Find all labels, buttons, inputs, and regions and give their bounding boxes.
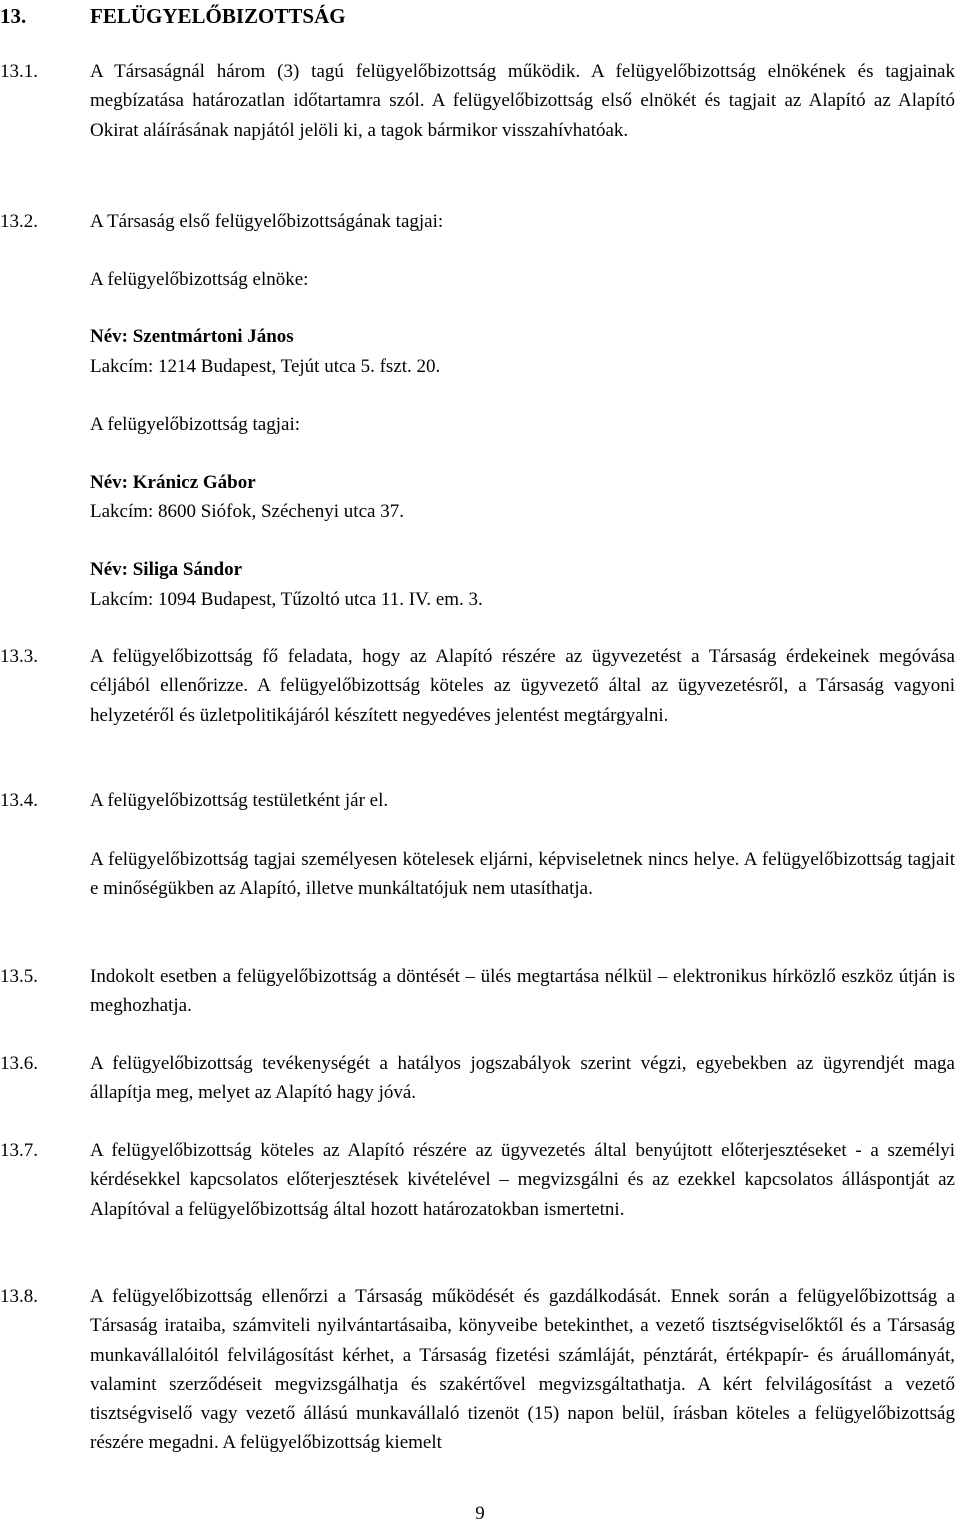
section-13-4-paragraph: A felügyelőbizottság tagjai személyesen kötelesek eljárni, képviseletnek nincs helye. A felügyelőbizottság tagjait e minőségükben az Alapító, illetve munkáltatójuk nem utasíthatja. <box>90 849 955 900</box>
section-number: 13.8. <box>0 1286 38 1307</box>
member-2-name: Név: Siliga Sándor <box>90 559 243 580</box>
section-13-4 <box>0 786 955 815</box>
chapter-heading <box>0 2 346 31</box>
chair-label: A felügyelőbizottság elnöke: <box>90 269 309 290</box>
chapter-number: 13. <box>0 4 27 28</box>
section-text: A felügyelőbizottság tevékenységét a hatályos jogszabályok szerint végzi, egyebekben az ügyrendjét maga állapítja meg, melyet az Alapító hagy jóvá. <box>90 1053 955 1104</box>
members-label: A felügyelőbizottság tagjai: <box>90 414 301 435</box>
member-1-name: Név: Kránicz Gábor <box>90 472 256 493</box>
section-number: 13.6. <box>0 1053 38 1074</box>
section-number: 13.7. <box>0 1140 38 1161</box>
section-number: 13.1. <box>0 61 38 82</box>
section-number: 13.3. <box>0 646 38 667</box>
chapter-title: FELÜGYELŐBIZOTTSÁG <box>90 4 346 28</box>
section-13-8 <box>0 1282 955 1458</box>
section-number: 13.2. <box>0 211 38 232</box>
section-text: A felügyelőbizottság testületként jár el. <box>90 790 389 811</box>
section-13-7 <box>0 1136 955 1224</box>
section-text: A Társaság első felügyelőbizottságának tagjai: <box>90 211 444 232</box>
member-1-address: Lakcím: 8600 Siófok, Széchenyi utca 37. <box>90 501 404 522</box>
section-13-5 <box>0 962 955 1021</box>
member-2-address: Lakcím: 1094 Budapest, Tűzoltó utca 11. IV. em. 3. <box>90 589 483 610</box>
section-number: 13.4. <box>0 790 38 811</box>
section-13-2 <box>0 207 955 236</box>
chair-address: Lakcím: 1214 Budapest, Tejút utca 5. fszt. 20. <box>90 356 441 377</box>
section-text: A felügyelőbizottság fő feladata, hogy az Alapító részére az ügyvezetést a Társaság érdekeinek megóvása céljából ellenőrizze. A felügyelőbizottság köteles az ügyvezető által az ügyvezetésről, a Társaság vagyoni helyzetéről és üzletpolitikájáról készített negyedéves jelentést megtárgyalni. <box>90 646 955 726</box>
section-text: A felügyelőbizottság ellenőrzi a Társaság működését és gazdálkodását. Ennek során a felügyelőbizottság a Társaság irataiba, számviteli nyilvántartásaiba, könyveibe betekinthet, a vezető tisztségviselőktől és a Társaság munkavállalóitól felvilágosítást kérhet, a Társaság fizetési számláját, pénztárát, értékpapír- és áruállományát, valamint szerződéseit megvizsgálhatja és szakértővel megvizsgáltathatja. A kért felvilágosítást a vezető tisztségviselő vagy vezető állású munkavállaló tizenöt (15) napon belül, írásban köteles a felügyelőbizottság részére megadni. A felügyelőbizottság kiemelt <box>90 1286 955 1454</box>
chair-name: Név: Szentmártoni János <box>90 326 294 347</box>
section-text: A felügyelőbizottság köteles az Alapító részére az ügyvezetés által benyújtott előterjesztéseket - a személyi kérdésekkel kapcsolatos előterjesztések kivételével – megvizsgálni és az ezekkel kapcsolatos álláspontját az Alapítóval a felügyelőbizottság által hozott határozatokban ismertetni. <box>90 1140 955 1220</box>
section-text: Indokolt esetben a felügyelőbizottság a döntését – ülés megtartása nélkül – elektronikus hírközlő eszköz útján is meghozhatja. <box>90 966 955 1017</box>
section-text: A Társaságnál három (3) tagú felügyelőbizottság működik. A felügyelőbizottság elnökének és tagjainak megbízatása határozatlan időtartamra szól. A felügyelőbizottság első elnökét és tagjait az Alapító az Alapító Okirat aláírásának napjától jelöli ki, a tagok bármikor visszahívhatóak. <box>90 61 955 141</box>
section-13-6 <box>0 1049 955 1108</box>
page-number: 9 <box>475 1503 485 1524</box>
section-13-1 <box>0 57 955 145</box>
section-number: 13.5. <box>0 966 38 987</box>
section-13-3 <box>0 642 955 730</box>
